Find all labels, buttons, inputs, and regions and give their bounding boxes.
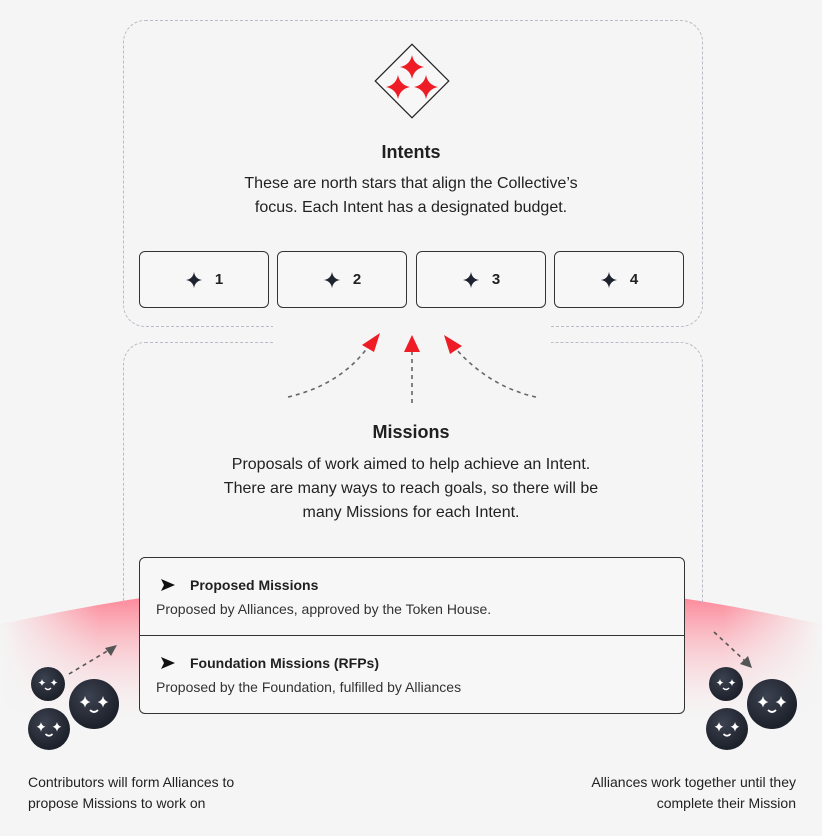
arrow-right-icon <box>160 578 176 592</box>
alliance-avatar-large <box>747 679 797 729</box>
alliance-avatar-small <box>709 667 743 701</box>
intent-button-3[interactable] <box>416 251 546 308</box>
missions-description-line3: many Missions for each Intent. <box>302 504 520 521</box>
proposed-missions-subtitle: Proposed by Alliances, approved by the Token House. <box>156 601 492 617</box>
intent-button-1[interactable] <box>139 251 269 308</box>
alliances-caption-line1: Alliances work together until they <box>591 774 796 790</box>
left-dashed-arrow <box>288 347 368 397</box>
intent-label: 2 <box>352 271 362 288</box>
contributor-avatar-small <box>31 667 65 701</box>
sparkle-icon <box>600 271 618 289</box>
intents-title: Intents <box>381 142 441 162</box>
intent-label: 1 <box>214 271 224 288</box>
sparkle-icon <box>185 271 203 289</box>
missions-title: Missions <box>372 422 450 442</box>
contributor-avatar-large <box>69 679 119 729</box>
right-arrowhead <box>444 335 462 354</box>
missions-description-line1: Proposals of work aimed to help achieve an Intent. <box>231 456 591 473</box>
contributor-avatar-medium <box>28 708 70 750</box>
alliance-avatar-medium <box>706 708 748 750</box>
missions-to-intents-arrows <box>270 325 560 405</box>
sparkle-icon <box>462 271 480 289</box>
foundation-missions-row[interactable] <box>140 636 684 714</box>
alliances-caption-line2: complete their Mission <box>656 795 796 811</box>
alliances-caption <box>591 772 796 814</box>
mission-types-box <box>139 557 685 714</box>
contributors-caption <box>28 772 234 814</box>
contributors-caption-line1: Contributors will form Alliances to <box>28 774 235 790</box>
contributors-to-missions-arrow <box>65 640 125 680</box>
proposed-missions-row[interactable] <box>140 558 684 635</box>
center-arrowhead <box>404 335 420 352</box>
contributors-caption-line2: propose Missions to work on <box>28 795 206 811</box>
sparkle-icon <box>323 271 341 289</box>
intent-button-4[interactable] <box>554 251 684 308</box>
foundation-missions-subtitle: Proposed by the Foundation, fulfilled by Alliances <box>156 679 462 695</box>
intent-label: 3 <box>491 271 501 288</box>
missions-description-line2: There are many ways to reach goals, so there will be <box>223 480 599 497</box>
right-dashed-arrow <box>456 349 536 397</box>
intents-description-line2: focus. Each Intent has a designated budget. <box>254 199 568 216</box>
intents-description-line1: These are north stars that align the Collective’s <box>244 175 578 192</box>
foundation-missions-title: Foundation Missions (RFPs) <box>190 655 379 671</box>
three-red-sparkles-diamond-icon <box>366 35 458 127</box>
intent-label: 4 <box>629 271 639 288</box>
left-arrowhead <box>362 333 380 352</box>
arrow-right-icon <box>160 656 176 670</box>
proposed-missions-title: Proposed Missions <box>190 577 319 593</box>
intent-button-2[interactable] <box>277 251 407 308</box>
